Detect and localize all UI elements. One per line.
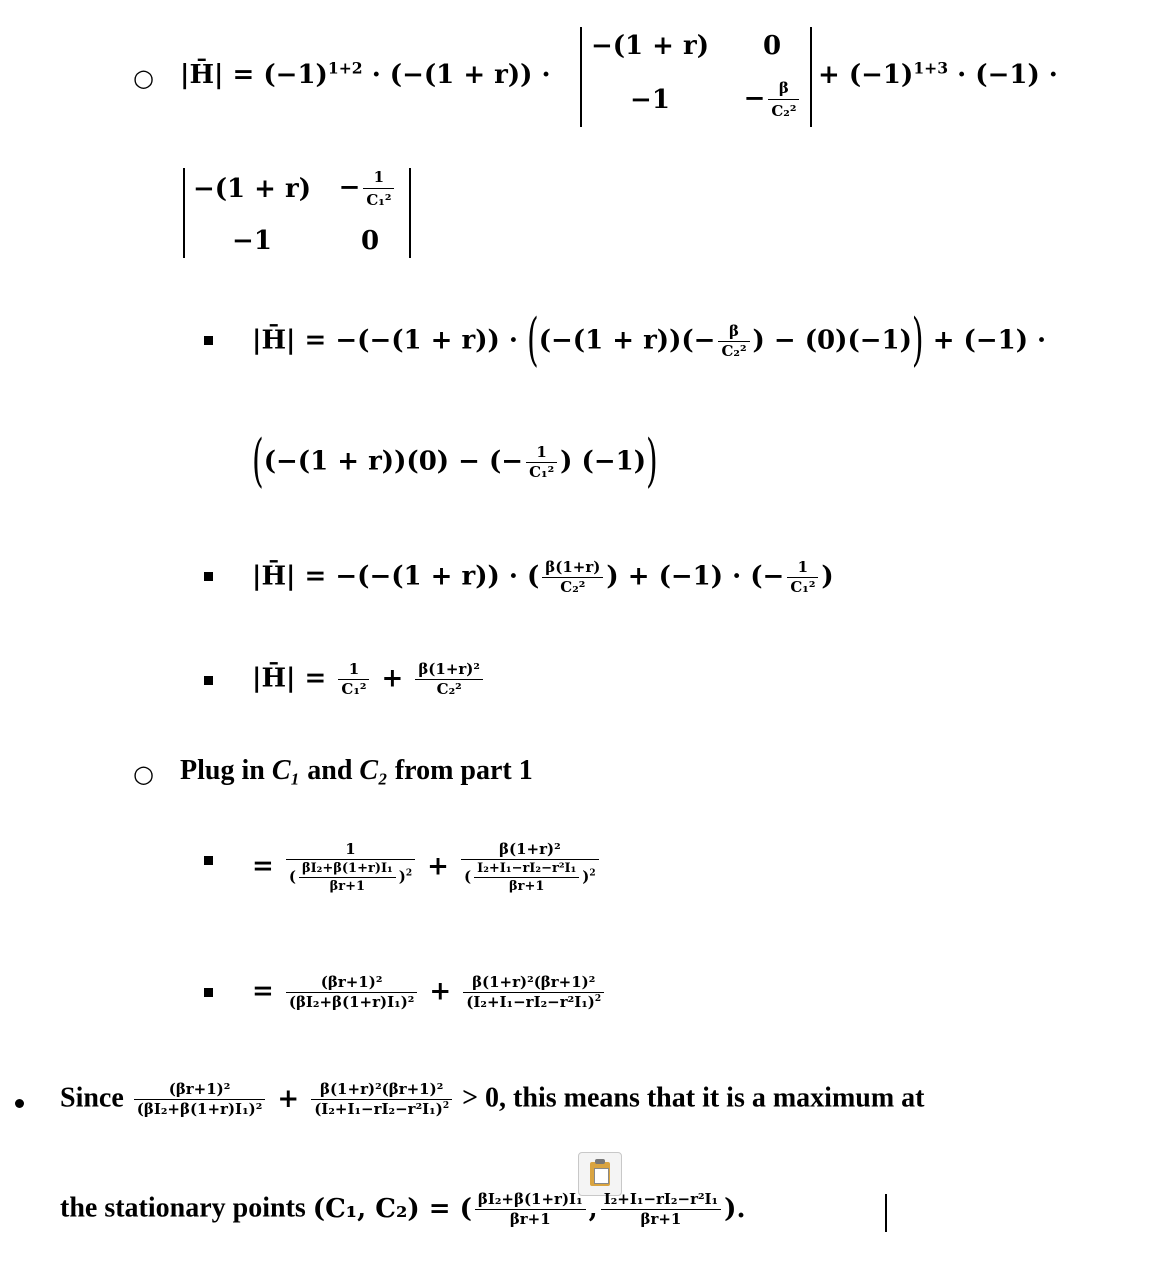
text-cursor <box>885 1194 887 1232</box>
bullet-square-1 <box>204 336 213 345</box>
step-5: = $\frac{\text{(βr+1)²}}{\text{(βI₂+β(1+r)I₁)²}}$ + $\frac{\text{β(1+r)²(βr+1)²}}{(I_2+I_1-rI_2-r^2I_1)^2}$ <box>252 975 607 1010</box>
bullet-circle-1: ○ <box>133 64 154 92</box>
bullet-circle-2: ○ <box>133 760 154 788</box>
determinant-1: −(1 + r) 0 −1 − $\frac{\beta}{\text{C₂²}}$ <box>580 27 812 127</box>
plug-in-heading: Plug in C₁ and C₂ from part 1 <box>180 755 533 786</box>
step-2: |H̄| = −(−(1 + r)) · ( $\frac{\beta(1+r)}{\text{C₂²}}$ ) + (−1) · (− $\frac{1}{\text{C₁²}}$ ) <box>252 558 834 596</box>
bullet-square-5 <box>204 988 213 997</box>
bullet-square-3 <box>204 676 213 685</box>
hessian-expansion-line: |H̄| = $(-1)^{1+2} \cdot (-(1 + r))$ · <box>180 58 551 90</box>
bullet-dot-1 <box>15 1099 24 1108</box>
since-line: Since $\frac{\text{(βr+1)²}}{\text{(βI₂+β(1+r)I₁)²}}$ + $\frac{\text{β(1+r)²(βr+1)²}}{(I_2+I_1-rI_2-r^2I_1)^2}$ > 0, this means that it is a maximum at <box>60 1080 925 1118</box>
step-1-line-b: ((−(1 + r))(0) − (− $\frac{1}{\text{C₁²}}$ ) (−1)) <box>252 428 658 495</box>
step-1-line-a: |H̄| = −(−(1 + r)) · ((−(1 + r))(− $\frac{\beta}{\text{C₂²}}$ ) − (0)(−1)) + (−1) · <box>252 307 1047 374</box>
final-line: the stationary points (C₁, C₂) = ( $\frac{\text{βI₂+β(1+r)I₁}}{\beta r+1}$ , $\frac{\text{I₂+I₁−rI₂−r²I₁}}{\beta r+1}$ ). <box>60 1190 746 1228</box>
determinant-2: −(1 + r) − $\frac{1}{\text{C₁²}}$ −1 0 <box>183 168 411 258</box>
hessian-expansion-tail: + $(-1)^{1+3} \cdot (-1)$ · <box>818 58 1058 90</box>
step-3: |H̄| = $\frac{1}{\text{C₁²}}$ + $\frac{\text{β(1+r)²}}{\text{C₂²}}$ <box>252 662 486 697</box>
step-4: = 1 ( $\frac{\text{βI₂+β(1+r)I₁}}{\beta r+1}$ )$^2$ + β(1+r)² ( $\frac{\text{I₂+I₁−rI₂−r²I₁}}{\beta r+1}$ )$^2$ <box>252 842 602 893</box>
bullet-square-4 <box>204 856 213 865</box>
bullet-square-2 <box>204 572 213 581</box>
